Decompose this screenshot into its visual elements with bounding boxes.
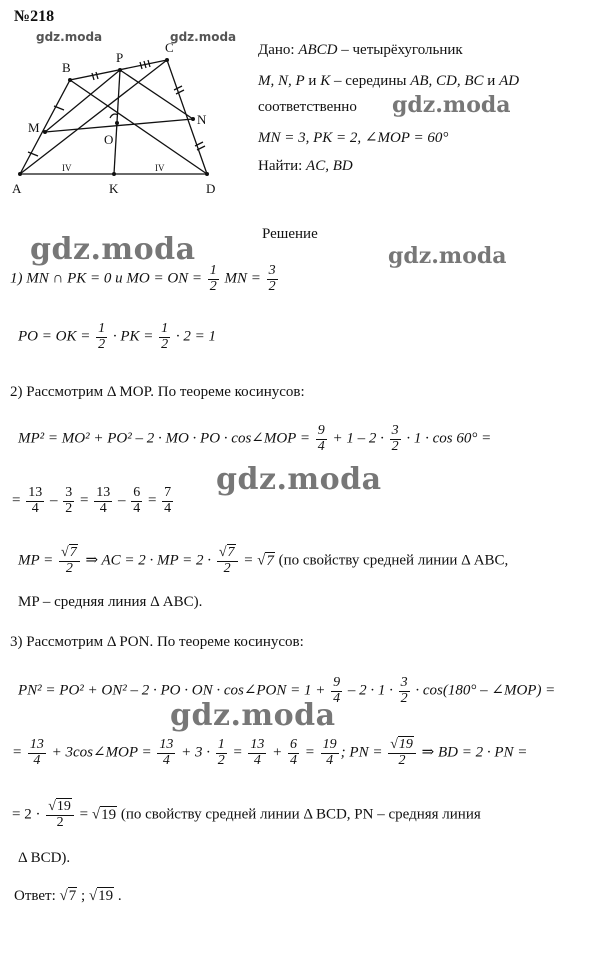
step1-line2: PO = OK = $\frac{1}{2}$ · PK = $\frac{1}{2}$ · 2 = 1 xyxy=(18,321,216,352)
step3-note: Δ BCD). xyxy=(18,850,71,866)
watermark-given: gdz.moda xyxy=(392,92,511,118)
label-c: C xyxy=(165,40,174,55)
step2-mp-note: MP – средняя линия Δ ABC). xyxy=(18,594,203,610)
segment-pn xyxy=(120,70,193,119)
step2-eq-line1: MP² = MO² + PO² – 2 · MO · PO · cos∠MOP = $\frac{9}{4}$ + 1 – 2 · $\frac{3}{2}$ · 1 · cos 60° = xyxy=(18,423,492,454)
given-line-3: соответственно xyxy=(258,99,357,115)
step2-heading: 2) Рассмотрим Δ MOP. По теореме косинусов: xyxy=(10,384,305,400)
step3-eq-line1: PN² = PO² + ON² – 2 · PO · ON · cos∠PON = 1 + $\frac{9}{4}$ – 2 · 1 · $\frac{3}{2}$ · cos(180° – ∠MOP) = xyxy=(18,675,556,706)
watermark-large-3: gdz.moda xyxy=(170,698,336,733)
given-line-5: Найти: AC, BD xyxy=(258,158,353,174)
label-b: B xyxy=(62,60,71,75)
step3-heading: 3) Рассмотрим Δ PON. По теореме косинусов: xyxy=(10,634,304,650)
label-k: K xyxy=(109,181,119,196)
solution-heading: Решение xyxy=(262,226,318,242)
watermark-small-left: gdz.moda xyxy=(36,30,103,44)
label-d: D xyxy=(206,181,216,196)
quadrilateral-figure xyxy=(10,40,240,215)
given-line-4: MN = 3, PK = 2, ∠MOP = 60° xyxy=(258,130,449,146)
quadrilateral-abcd xyxy=(20,60,207,174)
answer-line: Ответ: √7 ; √19 . xyxy=(14,888,122,904)
label-p: P xyxy=(116,50,124,65)
step2-mp-line: MP = $\frac{√7}{2}$ ⇒ AC = 2 · MP = 2 · $\frac{√7}{2}$ = √7 (по свойству средней линии Δ ABC, xyxy=(18,545,509,576)
step3-eq-line2: = $\frac{13}{4}$ + 3cos∠MOP = $\frac{13}{4}$ + 3 · $\frac{1}{2}$ = $\frac{13}{4}$ + $\frac{6}{4}$ = $\frac{19}{4}$ ; PN = $\frac{√19}{2}$ ⇒ BD = 2 · PN = xyxy=(12,737,528,768)
label-m: M xyxy=(28,120,40,135)
watermark-large-1: gdz.moda xyxy=(30,232,196,267)
label-n: N xyxy=(197,112,207,127)
watermark-small-right: gdz.moda xyxy=(170,30,237,44)
given-line-1: Дано: ABCD – четырёхугольник xyxy=(258,42,463,58)
segment-mn xyxy=(45,119,193,132)
step3-eq-line3: = 2 · $\frac{√19}{2}$ = √19 (по свойству средней линии Δ BCD, PN – средняя линия xyxy=(12,799,481,830)
tick-label-kd: IV xyxy=(155,163,165,173)
problem-number: №218 xyxy=(14,8,55,25)
step2-eq-line2: = $\frac{13}{4}$ – $\frac{3}{2}$ = $\frac{13}{4}$ – $\frac{6}{4}$ = $\frac{7}{4}$ xyxy=(12,485,172,516)
label-a: A xyxy=(12,181,22,196)
segment-mp xyxy=(45,70,120,132)
watermark-large-2: gdz.moda xyxy=(216,462,382,497)
given-line-2: M, N, P и K – середины AB, CD, BC и AD xyxy=(258,73,520,89)
label-o: O xyxy=(104,132,114,147)
step1-line1: 1) MN ∩ PK = 0 и MO = ON = $\frac{1}{2}$ MN = $\frac{3}{2}$ xyxy=(10,263,276,294)
watermark-medium-1: gdz.moda xyxy=(388,243,507,269)
tick-label-ak: IV xyxy=(62,163,72,173)
